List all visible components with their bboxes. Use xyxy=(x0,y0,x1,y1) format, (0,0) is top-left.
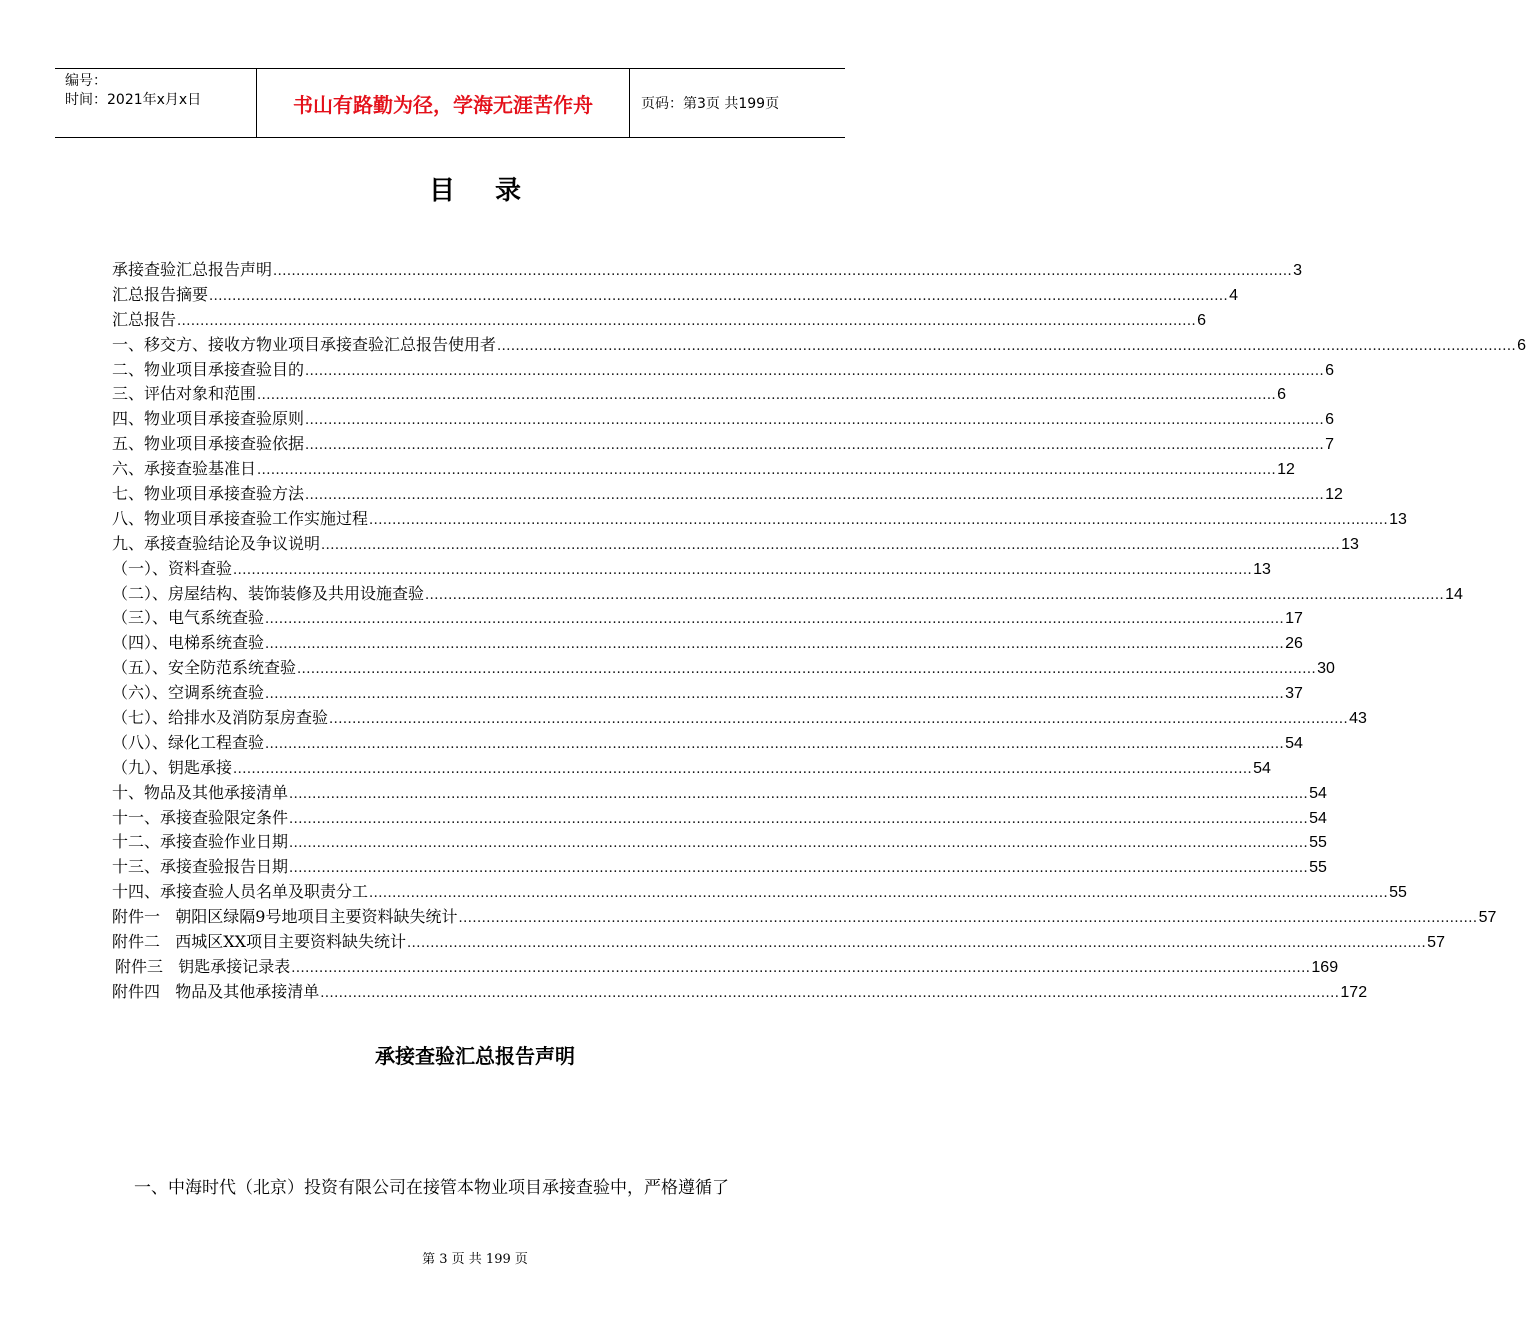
toc-entry-page: 37 xyxy=(1285,685,1303,703)
toc-leader-dots: ............................................................................................................................................................................................................................ xyxy=(425,587,1445,603)
toc-leader-dots: ............................................................................................................................................................................................................................ xyxy=(265,637,1285,653)
toc-leader-dots: ............................................................................................................................................................................................................................ xyxy=(305,363,1325,379)
toc-entry-page: 6 xyxy=(1277,386,1287,404)
toc-leader-dots: ............................................................................................................................................................................................................................ xyxy=(291,960,1311,976)
toc-entry-page: 26 xyxy=(1285,635,1303,653)
toc-leader-dots: ............................................................................................................................................................................................................................ xyxy=(265,687,1285,703)
toc-entry-title: 附件一 朝阳区绿隔9号地项目主要资料缺失统计 xyxy=(112,907,458,927)
toc-entry-title: （八）、绿化工程查验 xyxy=(112,732,265,752)
toc-entry-title: 十二、承接查验作业日期 xyxy=(112,832,289,852)
header-info-cell xyxy=(55,69,257,137)
toc-entry-page: 54 xyxy=(1309,784,1327,802)
header-motto: 书山有路勤为径，学海无涯苦作舟 xyxy=(257,69,630,137)
toc-entry-title: 五、物业项目承接查验依据 xyxy=(112,434,305,454)
toc-entry-page: 57 xyxy=(1478,909,1497,927)
toc-entry xyxy=(112,930,1445,955)
toc-leader-dots: ............................................................................................................................................................................................................................ xyxy=(209,288,1229,304)
toc-leader-dots: ............................................................................................................................................................................................................................ xyxy=(257,388,1277,404)
toc-entry-title: 一、移交方、接收方物业项目承接查验汇总报告使用者 xyxy=(112,334,497,354)
toc-entry-title: 承接查验汇总报告声明 xyxy=(112,260,273,279)
toc-entry xyxy=(112,656,1335,681)
toc-entry xyxy=(112,631,1303,656)
toc-entry xyxy=(112,880,1407,905)
section-title: 承接查验汇总报告声明 xyxy=(375,1044,575,1068)
toc-entry-title: 汇总报告 xyxy=(112,309,177,329)
toc-entry-page: 13 xyxy=(1341,535,1359,553)
toc-entry xyxy=(112,980,1368,1005)
page-footer: 第 3 页 共 199 页 xyxy=(422,1252,528,1267)
toc-entry-page: 30 xyxy=(1317,660,1335,678)
toc-entry-page: 6 xyxy=(1517,336,1526,354)
toc-entry-page: 17 xyxy=(1285,610,1303,628)
toc-leader-dots: ............................................................................................................................................................................................................................ xyxy=(289,786,1309,802)
toc-entry-title: 十四、承接查验人员名单及职责分工 xyxy=(112,882,369,902)
toc-entry-title: 十三、承接查验报告日期 xyxy=(112,857,289,877)
toc-entry xyxy=(112,731,1303,756)
toc-entry xyxy=(112,457,1295,482)
toc-entry-page: 4 xyxy=(1229,286,1239,304)
toc-entry-title: 附件二 西城区XX项目主要资料缺失统计 xyxy=(112,932,407,952)
toc-entry-page: 6 xyxy=(1325,411,1335,429)
toc-leader-dots: ............................................................................................................................................................................................................................ xyxy=(297,662,1317,678)
body-paragraph: 一、中海时代（北京）投资有限公司在接管本物业项目承接查验中，严格遵循了 xyxy=(134,1178,729,1198)
toc-entry-title: 九、承接查验结论及争议说明 xyxy=(112,533,321,553)
toc-leader-dots: ............................................................................................................................................................................................................................ xyxy=(305,438,1325,454)
toc-leader-dots: ............................................................................................................................................................................................................................ xyxy=(233,761,1253,777)
toc-entry xyxy=(112,806,1327,831)
toc-entry-page: 6 xyxy=(1325,361,1335,379)
toc-entry xyxy=(112,830,1327,855)
toc-entry-title: 二、物业项目承接查验目的 xyxy=(112,359,305,379)
toc-entry-page: 13 xyxy=(1253,560,1271,578)
toc-entry xyxy=(112,706,1367,731)
toc-entry xyxy=(112,258,1303,283)
toc-entry-page: 54 xyxy=(1285,734,1303,752)
toc-entry xyxy=(112,855,1327,880)
toc-entry xyxy=(112,781,1327,806)
toc-entry-title: 四、物业项目承接查验原则 xyxy=(112,409,305,429)
toc-entry-title: （九）、钥匙承接 xyxy=(112,757,233,777)
toc-title: 目录 xyxy=(428,176,561,206)
toc-entry-title: （一）、资料查验 xyxy=(112,558,233,578)
toc-entry-title: 汇总报告摘要 xyxy=(112,284,209,304)
toc-leader-dots: ............................................................................................................................................................................................................................ xyxy=(458,911,1478,927)
toc-entry xyxy=(115,955,1339,980)
toc-entry-title: （六）、空调系统查验 xyxy=(112,683,265,703)
toc-entry-page: 55 xyxy=(1309,834,1327,852)
toc-leader-dots: ............................................................................................................................................................................................................................ xyxy=(369,886,1389,902)
toc-entry-page: 55 xyxy=(1309,859,1327,877)
toc-leader-dots: ............................................................................................................................................................................................................................ xyxy=(369,512,1389,528)
toc-entry-title: 十、物品及其他承接清单 xyxy=(112,782,289,802)
toc-entry-title: 十一、承接查验限定条件 xyxy=(112,807,289,827)
header-time-label: 时间：2021年x月x日 xyxy=(65,92,202,108)
toc-entry-title: （三）、电气系统查验 xyxy=(112,608,265,628)
toc-leader-dots: ............................................................................................................................................................................................................................ xyxy=(320,985,1340,1001)
toc-leader-dots: ............................................................................................................................................................................................................................ xyxy=(305,488,1325,504)
header-page-label: 页码：第3页 共199页 xyxy=(641,96,780,112)
toc-entry xyxy=(112,905,1497,930)
toc-entry-title: 七、物业项目承接查验方法 xyxy=(112,484,305,504)
toc-entry-page: 12 xyxy=(1325,486,1343,504)
toc-entry-title: （二）、房屋结构、装饰装修及共用设施查验 xyxy=(112,583,425,603)
toc-entry xyxy=(112,681,1303,706)
toc-entry-page: 43 xyxy=(1349,710,1367,728)
toc-entry xyxy=(112,308,1207,333)
toc-entry-title: 八、物业项目承接查验工作实施过程 xyxy=(112,508,369,528)
toc-entry-page: 55 xyxy=(1389,884,1407,902)
toc-entry-page: 54 xyxy=(1309,809,1327,827)
toc-entry xyxy=(112,582,1463,607)
toc-entry xyxy=(112,358,1335,383)
toc-entry-title: 三、评估对象和范围 xyxy=(112,384,257,404)
toc-entry xyxy=(112,432,1335,457)
toc-entry xyxy=(112,382,1287,407)
toc-entry-page: 54 xyxy=(1253,759,1271,777)
toc-entry-title: （七）、给排水及消防泵房查验 xyxy=(112,708,329,728)
toc-leader-dots: ............................................................................................................................................................................................................................ xyxy=(289,811,1309,827)
toc-entry-page: 3 xyxy=(1293,262,1303,279)
toc-leader-dots: ............................................................................................................................................................................................................................ xyxy=(497,338,1517,354)
toc-leader-dots: ............................................................................................................................................................................................................................ xyxy=(177,313,1197,329)
table-of-contents xyxy=(112,258,1526,1005)
toc-leader-dots: ............................................................................................................................................................................................................................ xyxy=(265,736,1285,752)
toc-entry xyxy=(112,532,1359,557)
toc-leader-dots: ............................................................................................................................................................................................................................ xyxy=(329,712,1349,728)
toc-entry-page: 57 xyxy=(1427,934,1445,952)
toc-leader-dots: ............................................................................................................................................................................................................................ xyxy=(289,861,1309,877)
toc-entry xyxy=(112,482,1343,507)
toc-entry xyxy=(112,333,1526,358)
toc-entry-title: （四）、电梯系统查验 xyxy=(112,633,265,653)
toc-entry-page: 6 xyxy=(1197,311,1207,329)
toc-leader-dots: ............................................................................................................................................................................................................................ xyxy=(305,413,1325,429)
toc-entry xyxy=(112,557,1271,582)
toc-leader-dots: ............................................................................................................................................................................................................................ xyxy=(273,264,1293,279)
toc-entry-page: 7 xyxy=(1325,436,1335,454)
toc-leader-dots: ............................................................................................................................................................................................................................ xyxy=(257,463,1277,479)
header-number-label: 编号： xyxy=(65,73,107,89)
toc-leader-dots: ............................................................................................................................................................................................................................ xyxy=(233,562,1253,578)
toc-leader-dots: ............................................................................................................................................................................................................................ xyxy=(265,612,1285,628)
page-header xyxy=(55,68,845,138)
toc-entry-page: 14 xyxy=(1445,585,1463,603)
toc-entry-title: （五）、安全防范系统查验 xyxy=(112,658,297,678)
toc-entry-page: 172 xyxy=(1340,983,1368,1001)
toc-leader-dots: ............................................................................................................................................................................................................................ xyxy=(289,836,1309,852)
toc-entry xyxy=(112,756,1271,781)
toc-entry-title: 六、承接查验基准日 xyxy=(112,459,257,479)
toc-entry xyxy=(112,283,1239,308)
toc-leader-dots: ............................................................................................................................................................................................................................ xyxy=(407,936,1427,952)
toc-entry xyxy=(112,507,1407,532)
toc-entry-title: 附件四 物品及其他承接清单 xyxy=(112,981,320,1001)
toc-entry-page: 12 xyxy=(1277,461,1295,479)
toc-leader-dots: ............................................................................................................................................................................................................................ xyxy=(321,537,1341,553)
toc-entry xyxy=(112,407,1335,432)
toc-entry xyxy=(112,606,1303,631)
toc-entry-page: 13 xyxy=(1389,510,1407,528)
toc-entry-title: 附件三 钥匙承接记录表 xyxy=(115,956,291,976)
toc-entry-page: 169 xyxy=(1311,958,1339,976)
